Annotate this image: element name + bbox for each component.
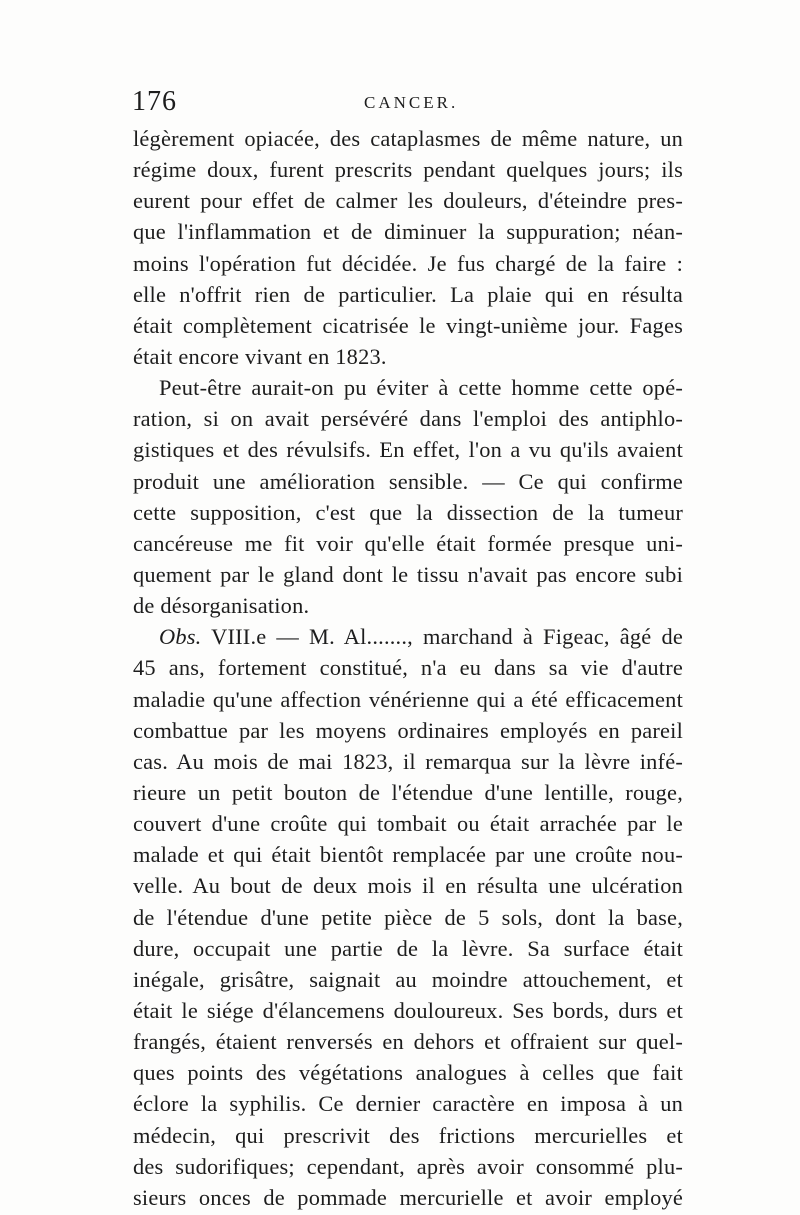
text-line: des sudorifiques; cependant, après avoir consommé plu- [133,1153,683,1179]
text-line: malade et qui était bientôt remplacée par une croûte nou- [133,842,683,868]
text-line: sieurs onces de pommade mercurielle et avoir employé [133,1184,683,1210]
text-line: de désorganisation. [133,593,310,619]
text-line: velle. Au bout de deux mois il en résulta une ulcération [133,873,683,899]
text-line: produit une amélioration sensible. — Ce qui confirme [133,468,683,494]
text-line: éclore la syphilis. Ce dernier caractère en imposa à un [133,1091,683,1117]
text-line: dure, occupait une partie de la lèvre. Sa surface était [133,935,683,961]
body-text [133,123,683,1213]
obs-rest: VIII.e — M. Al......., marchand à Figeac, âgé de [211,624,683,650]
text-line: elle n'offrit rien de particulier. La plaie qui en résulta [133,281,683,307]
text-line: combattue par les moyens ordinaires employés en pareil [133,717,683,743]
text-line: cancéreuse me fit voir qu'elle était formée presque uni- [133,530,683,556]
text-line: 45 ans, fortement constitué, n'a eu dans sa vie d'autre [133,655,683,681]
text-line: de l'étendue d'une petite pièce de 5 sols, dont la base, [133,904,683,930]
obs-abbrev: Obs. [159,624,202,650]
text-line: inégale, grisâtre, saignait au moindre attouchement, et [133,966,683,992]
observation-heading-line [133,621,683,652]
text-line: était complètement cicatrisée le vingt-unième jour. Fages [133,312,683,338]
text-line: médecin, qui prescrivit des frictions mercurielles et [133,1122,683,1148]
text-line: rieure un petit bouton de l'étendue d'une lentille, rouge, [133,779,683,805]
text-line: gistiques et des révulsifs. En effet, l'on a vu qu'ils avaient [133,437,683,463]
text-line: quement par le gland dont le tissu n'avait pas encore subi [133,561,683,587]
page-number: 176 [132,86,177,117]
running-head [132,82,680,122]
text-line: couvert d'une croûte qui tombait ou était arrachée par le [133,811,683,837]
text-line: moins l'opération fut décidée. Je fus chargé de la faire : [133,250,683,276]
text-line: frangés, étaient renversés en dehors et offraient sur quel- [133,1029,683,1055]
text-line: maladie qu'une affection vénérienne qui a été efficacement [133,686,683,712]
text-line: régime doux, furent prescrits pendant quelques jours; ils [133,157,683,183]
text-line: que l'inflammation et de diminuer la suppuration; néan- [133,219,683,245]
text-line: ques points des végétations analogues à celles que fait [133,1060,683,1086]
text-line: légèrement opiacée, des cataplasmes de même nature, un [133,126,683,151]
text-line: eurent pour effet de calmer les douleurs, d'éteindre pres- [133,188,683,214]
text-line: cette supposition, c'est que la dissection de la tumeur [133,499,683,525]
text-line: cas. Au mois de mai 1823, il remarqua sur la lèvre infé- [133,748,683,774]
running-title: CANCER. [364,93,459,112]
text-line: était le siége d'élancemens douloureux. Ses bords, durs et [133,997,683,1023]
text-line: Peut-être aurait-on pu éviter à cette homme cette opé- [159,375,683,401]
text-line: était encore vivant en 1823. [133,343,387,369]
text-line: ration, si on avait persévéré dans l'emploi des antiphlo- [133,406,683,432]
